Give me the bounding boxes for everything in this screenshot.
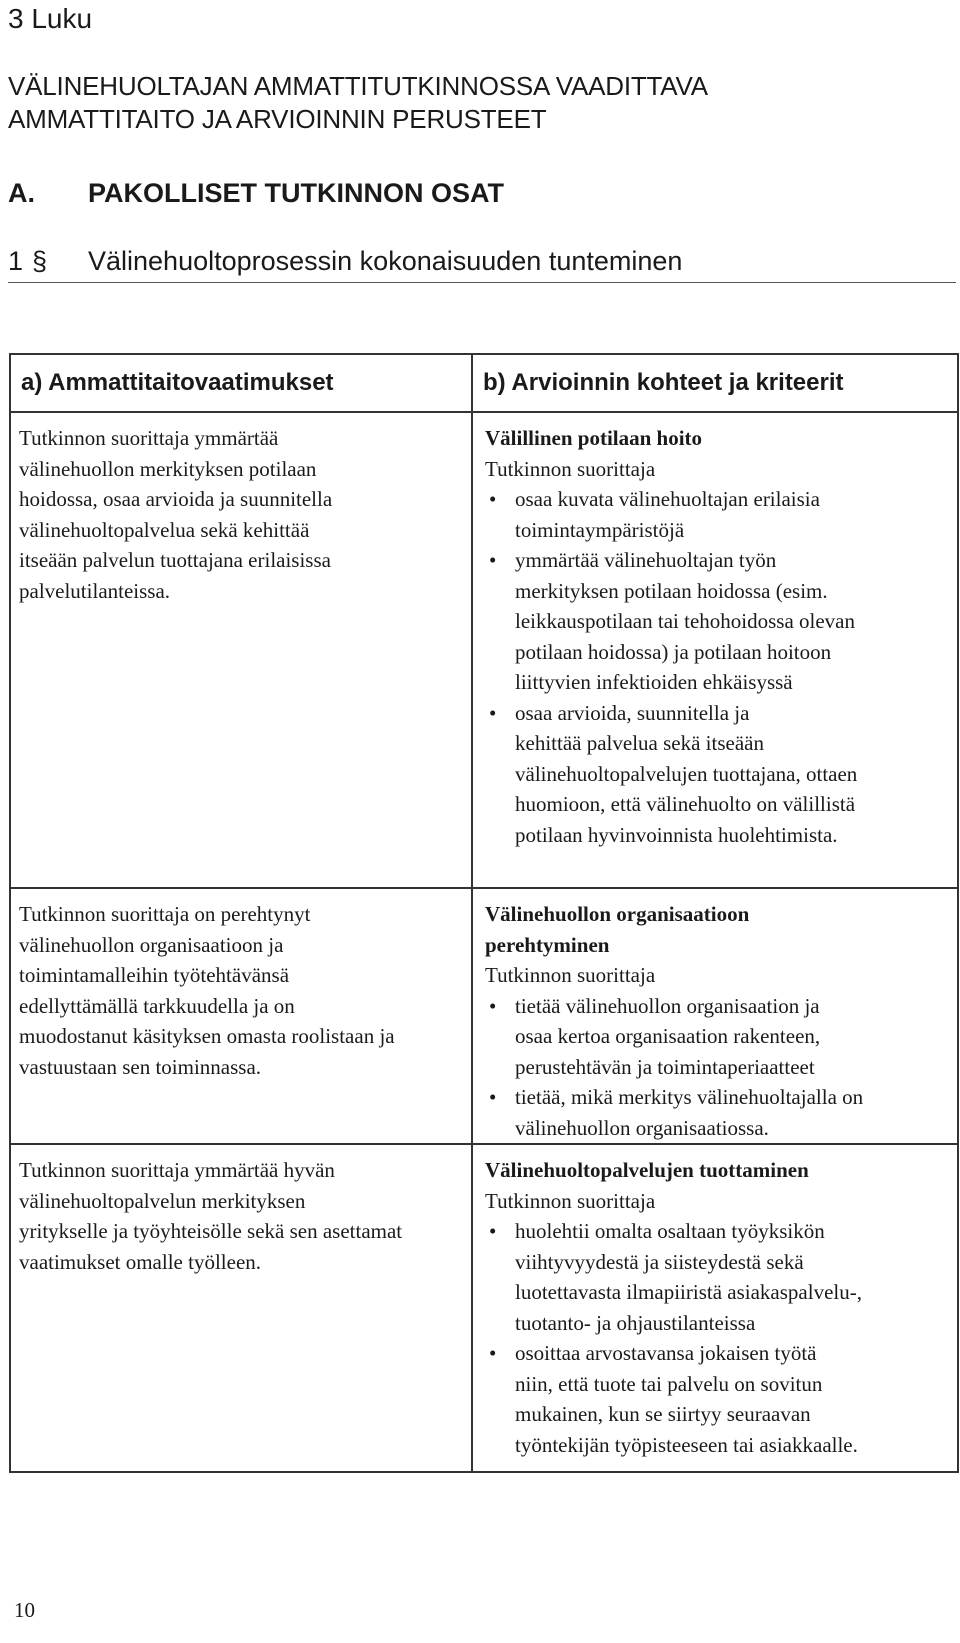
list-item-line: potilaan hoidossa) ja potilaan hoitoon — [515, 639, 832, 664]
list-item-line: osaa arvioida, suunnitella ja — [515, 700, 750, 725]
criteria-heading: Välinehuollon organisaatioon — [485, 902, 750, 926]
table-header-row — [10, 354, 958, 412]
list-item-line: huolehtii omalta osaltaan työyksikön — [515, 1219, 825, 1243]
criteria-list — [485, 484, 949, 850]
requirement-line: yritykselle ja työyhteisölle sekä sen asettamat — [19, 1219, 403, 1243]
bullet-icon: • — [489, 548, 497, 572]
table-row — [10, 412, 958, 888]
title-line: AMMATTITAITO JA ARVIOINNIN PERUSTEET — [8, 104, 547, 134]
list-item-line: välinehuoltopalvelujen tuottajana, ottaen — [515, 761, 858, 786]
criteria-cell — [472, 888, 958, 1144]
list-item-line: osoittaa arvostavansa jokaisen työtä — [515, 1341, 817, 1365]
requirement-line: Tutkinnon suorittaja ymmärtää — [19, 426, 279, 450]
requirement-line: itseään palvelun tuottajana erilaisissa — [19, 548, 331, 572]
requirement-cell — [10, 1144, 472, 1472]
list-item-line: mukainen, kun se siirtyy seuraavan — [515, 1402, 811, 1426]
list-item-line: huomioon, että välinehuolto on välillistä — [515, 792, 856, 816]
title-line: VÄLINEHUOLTAJAN AMMATTITUTKINNOSSA VAADITTAVA — [8, 71, 708, 101]
criteria-subject: Tutkinnon suorittaja — [485, 963, 656, 987]
requirement-line: hoidossa, osaa arvioida ja suunnitella — [19, 487, 333, 511]
list-item — [485, 991, 949, 1083]
list-item-line: tietää, mikä merkitys välinehuoltajalla on — [515, 1085, 864, 1109]
requirement-text — [11, 413, 471, 606]
requirement-line: toimintamalleihin työtehtävänsä — [19, 963, 290, 987]
criteria-subject: Tutkinnon suorittaja — [485, 456, 656, 481]
table-row — [10, 1144, 958, 1472]
requirement-line: vastuustaan sen toiminnassa. — [19, 1054, 262, 1079]
list-item — [485, 1082, 949, 1143]
requirement-text — [11, 1145, 471, 1277]
list-item-line: perustehtävän ja toimintaperiaatteet — [515, 1054, 815, 1079]
list-item-line: leikkauspotilaan tai tehohoidossa olevan — [515, 609, 855, 633]
list-item-line: välinehuollon organisaatiossa. — [515, 1115, 769, 1140]
document-title — [8, 70, 708, 136]
list-item-line: osaa kuvata välinehuoltajan erilaisia — [515, 487, 820, 511]
requirement-cell — [10, 412, 472, 888]
bullet-icon: • — [489, 487, 497, 511]
requirement-line: välinehuollon merkityksen potilaan — [19, 456, 317, 481]
list-item-line: luotettavasta ilmapiiristä asiakaspalvelu-, — [515, 1280, 862, 1304]
list-item — [485, 1216, 949, 1338]
column-header-b: b) Arvioinnin kohteet ja kriteerit — [472, 354, 958, 412]
requirement-line: Tutkinnon suorittaja on perehtynyt — [19, 902, 311, 926]
section-sign-symbol: § — [32, 246, 48, 276]
criteria-list — [485, 991, 949, 1144]
requirement-line: välinehuoltopalvelun merkityksen — [19, 1188, 306, 1213]
requirements-table — [9, 353, 959, 1473]
list-item-line: kehittää palvelua sekä itseään — [515, 731, 764, 755]
list-item — [485, 698, 949, 851]
criteria-block — [473, 889, 957, 1143]
requirement-line: välinehuollon organisaatioon ja — [19, 932, 284, 957]
requirement-cell — [10, 888, 472, 1144]
requirement-text — [11, 889, 471, 1082]
criteria-heading: Välinehuoltopalvelujen tuottaminen — [485, 1158, 809, 1182]
list-item — [485, 1338, 949, 1460]
criteria-block — [473, 413, 957, 850]
list-item-line: ymmärtää välinehuoltajan työn — [515, 548, 777, 572]
criteria-subject: Tutkinnon suorittaja — [485, 1188, 656, 1213]
list-item-line: potilaan hyvinvoinnista huolehtimista. — [515, 822, 838, 847]
table-row — [10, 888, 958, 1144]
section-letter: A. — [8, 178, 35, 208]
requirement-line: vaatimukset omalle työlleen. — [19, 1249, 262, 1274]
criteria-heading: perehtyminen — [485, 932, 610, 957]
bullet-icon: • — [489, 1219, 497, 1243]
subsection-label: Välinehuoltoprosessin kokonaisuuden tunteminen — [88, 246, 683, 276]
subsection-number: 1 — [8, 246, 24, 276]
section-title — [8, 176, 504, 210]
list-item-line: tietää välinehuollon organisaation ja — [515, 993, 820, 1018]
bullet-icon: • — [489, 993, 497, 1018]
column-header-a: a) Ammattitaitovaatimukset — [10, 354, 472, 412]
criteria-list — [485, 1216, 949, 1460]
subsection-title — [8, 244, 956, 283]
requirement-line: välinehuoltopalvelua sekä kehittää — [19, 517, 310, 542]
bullet-icon: • — [489, 1341, 497, 1365]
criteria-block — [473, 1145, 957, 1460]
requirement-line: palvelutilanteissa. — [19, 578, 171, 603]
list-item-line: niin, että tuote tai palvelu on sovitun — [515, 1371, 823, 1396]
page-number: 10 — [14, 1598, 35, 1622]
list-item-line: liittyvien infektioiden ehkäisyssä — [515, 670, 793, 694]
requirement-line: edellyttämällä tarkkuudella ja on — [19, 993, 295, 1018]
criteria-heading: Välillinen potilaan hoito — [485, 426, 703, 450]
bullet-icon: • — [489, 1085, 497, 1109]
list-item-line: viihtyvyydestä ja siisteydestä sekä — [515, 1249, 804, 1274]
list-item-line: työntekijän työpisteeseen tai asiakkaalle. — [515, 1432, 858, 1457]
requirement-line: muodostanut käsityksen omasta roolistaan ja — [19, 1024, 395, 1048]
list-item-line: toimintaympäristöjä — [515, 517, 685, 542]
list-item — [485, 484, 949, 545]
bullet-icon: • — [489, 700, 497, 725]
section-label: PAKOLLISET TUTKINNON OSAT — [88, 178, 504, 208]
requirement-line: Tutkinnon suorittaja ymmärtää hyvän — [19, 1158, 335, 1182]
criteria-cell — [472, 1144, 958, 1472]
criteria-cell — [472, 412, 958, 888]
table-body — [10, 412, 958, 1472]
list-item-line: osaa kertoa organisaation rakenteen, — [515, 1024, 821, 1048]
list-item-line: tuotanto- ja ohjaustilanteissa — [515, 1310, 756, 1335]
list-item — [485, 545, 949, 698]
chapter-heading: 3 Luku — [8, 3, 93, 34]
list-item-line: merkityksen potilaan hoidossa (esim. — [515, 578, 828, 603]
